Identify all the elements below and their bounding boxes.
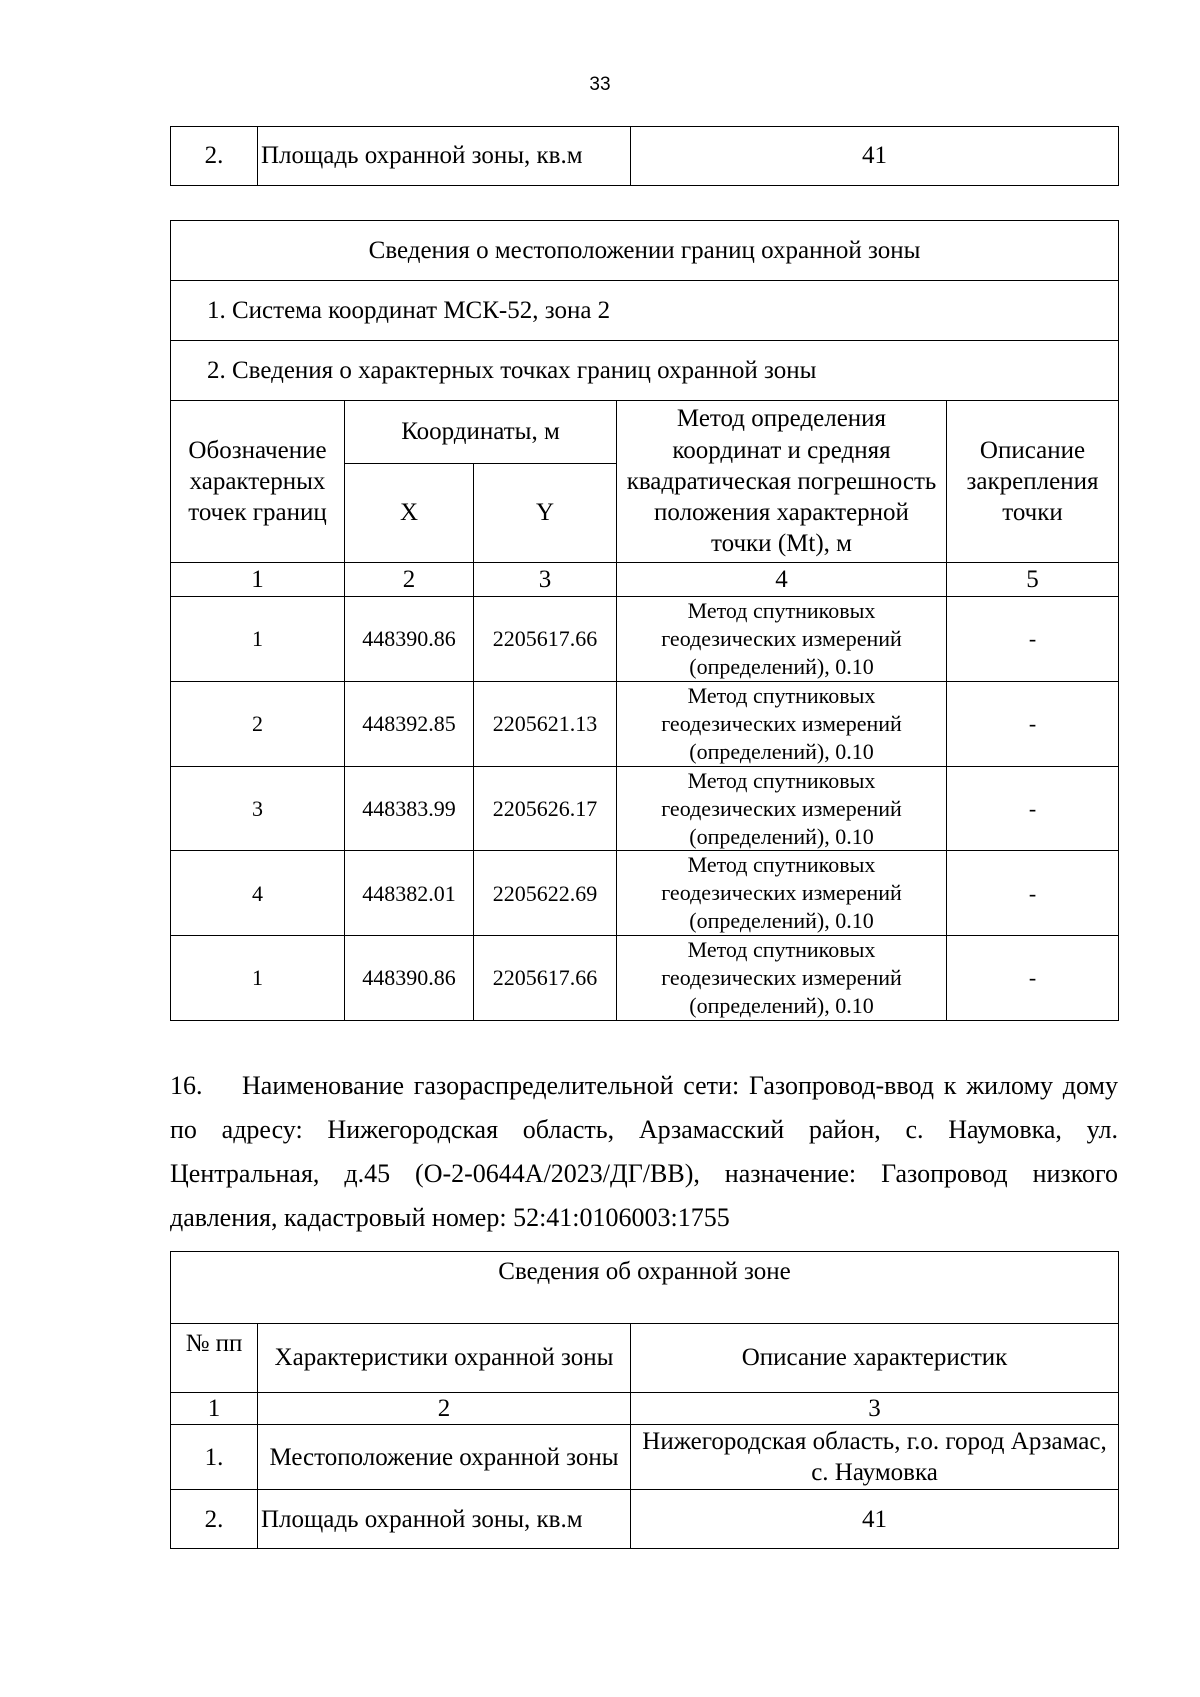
table-row — [171, 681, 1119, 766]
row-value: 41 — [631, 127, 1119, 186]
section-number: 16. — [170, 1071, 203, 1100]
column-number: 1 — [171, 563, 345, 597]
table-title-row — [171, 1252, 1119, 1324]
coordinate-system: 1. Система координат МСК-52, зона 2 — [171, 281, 1119, 341]
header-designation: Обозначение характерных точек границ — [171, 401, 345, 563]
row-value: 41 — [631, 1490, 1119, 1549]
point-y: 2205626.17 — [474, 766, 617, 851]
point-x: 448383.99 — [345, 766, 474, 851]
header-description: Описание закрепления точки — [947, 401, 1119, 563]
point-x: 448382.01 — [345, 851, 474, 936]
row-number: 2. — [171, 127, 258, 186]
header-characteristics: Характеристики охранной зоны — [258, 1324, 631, 1393]
point-id: 4 — [171, 851, 345, 936]
point-description: - — [947, 851, 1119, 936]
point-y: 2205617.66 — [474, 936, 617, 1021]
header-coordinates: Координаты, м — [345, 401, 617, 464]
column-header-row — [171, 1324, 1119, 1393]
table-title: Сведения об охранной зоне — [171, 1252, 1119, 1324]
point-method: Метод спутниковых геодезических измерений (определений), 0.10 — [617, 936, 947, 1021]
column-number: 4 — [617, 563, 947, 597]
column-numbers-row — [171, 563, 1119, 597]
header-num: № пп — [171, 1324, 258, 1393]
row-label: Местоположение охранной зоны — [258, 1425, 631, 1490]
table-row — [171, 766, 1119, 851]
table-points-title-row — [171, 341, 1119, 401]
point-description: - — [947, 766, 1119, 851]
column-number: 2 — [345, 563, 474, 597]
point-id: 1 — [171, 597, 345, 682]
point-method: Метод спутниковых геодезических измерений (определений), 0.10 — [617, 681, 947, 766]
row-number: 2. — [171, 1490, 258, 1549]
point-y: 2205617.66 — [474, 597, 617, 682]
header-method: Метод определения координат и средняя квадратическая погрешность положения характерной точки (Mt), м — [617, 401, 947, 563]
table-row — [171, 1490, 1119, 1549]
point-id: 3 — [171, 766, 345, 851]
point-description: - — [947, 597, 1119, 682]
table-row — [171, 851, 1119, 936]
column-numbers-row — [171, 1393, 1119, 1425]
section-text: Наименование газораспределительной сети: Газопровод-ввод к жилому дому по адресу: Нижегородская область, Арзамасский район, с. Наумовка, ул. Центральная, д.45 (О-2-0644А/2023/ДГ/ВВ), назначение: Газопровод низкого давления, кадастровый номер: 52:41:0106003:1755 — [170, 1071, 1118, 1232]
column-number: 3 — [631, 1393, 1119, 1425]
zone-info-table — [170, 1251, 1119, 1549]
point-x: 448390.86 — [345, 597, 474, 682]
coordinates-table — [170, 220, 1119, 1021]
top-area-table — [170, 126, 1119, 186]
row-number: 1. — [171, 1425, 258, 1490]
point-y: 2205622.69 — [474, 851, 617, 936]
point-x: 448392.85 — [345, 681, 474, 766]
row-label: Площадь охранной зоны, кв.м — [258, 1490, 631, 1549]
column-number: 2 — [258, 1393, 631, 1425]
point-method: Метод спутниковых геодезических измерений (определений), 0.10 — [617, 766, 947, 851]
header-x: X — [345, 464, 474, 563]
points-title: 2. Сведения о характерных точках границ охранной зоны — [171, 341, 1119, 401]
point-method: Метод спутниковых геодезических измерений (определений), 0.10 — [617, 851, 947, 936]
point-description: - — [947, 936, 1119, 1021]
table-title: Сведения о местоположении границ охранной зоны — [171, 221, 1119, 281]
point-y: 2205621.13 — [474, 681, 617, 766]
point-id: 1 — [171, 936, 345, 1021]
column-header-row — [171, 401, 1119, 464]
point-description: - — [947, 681, 1119, 766]
point-id: 2 — [171, 681, 345, 766]
section-paragraph — [170, 1064, 1118, 1240]
header-description: Описание характеристик — [631, 1324, 1119, 1393]
row-label: Площадь охранной зоны, кв.м — [258, 127, 631, 186]
table-row — [171, 127, 1119, 186]
header-y: Y — [474, 464, 617, 563]
table-row — [171, 597, 1119, 682]
column-number: 5 — [947, 563, 1119, 597]
table-row — [171, 1425, 1119, 1490]
column-number: 3 — [474, 563, 617, 597]
page-number: 33 — [589, 74, 611, 95]
point-method: Метод спутниковых геодезических измерений (определений), 0.10 — [617, 597, 947, 682]
table-row — [171, 936, 1119, 1021]
table-system-row — [171, 281, 1119, 341]
point-x: 448390.86 — [345, 936, 474, 1021]
row-value: Нижегородская область, г.о. город Арзамас, с. Наумовка — [631, 1425, 1119, 1490]
column-number: 1 — [171, 1393, 258, 1425]
table-title-row — [171, 221, 1119, 281]
